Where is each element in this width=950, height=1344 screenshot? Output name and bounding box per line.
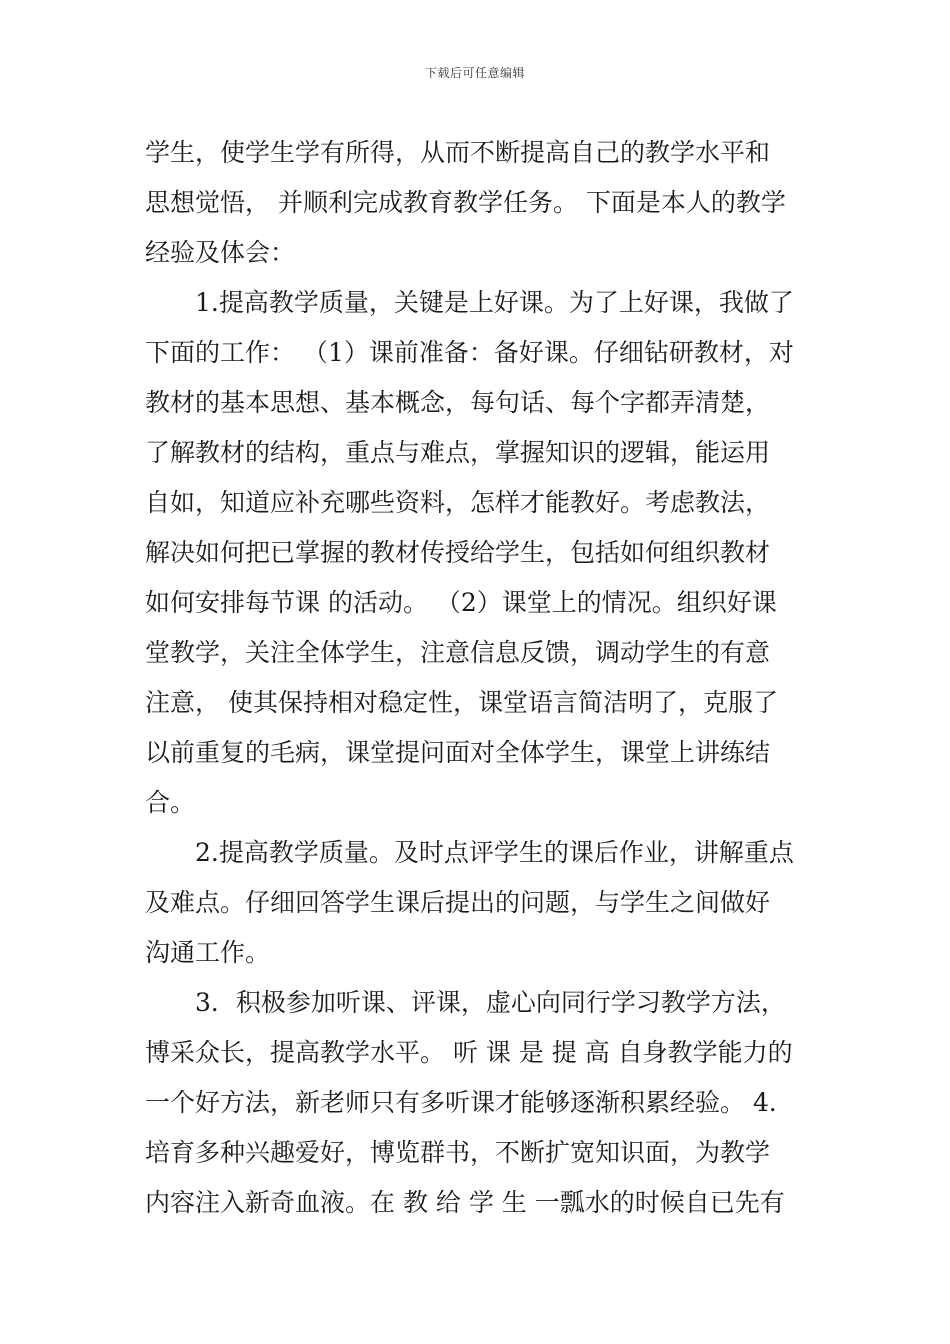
- text-line: 注意， 使其保持相对稳定性，课堂语言简洁明了，克服了: [145, 688, 778, 717]
- text-line: 内容注入新奇血液。在 教 给 学 生 一瓢水的时候自已先有: [145, 1188, 785, 1217]
- text-line: 堂教学，关注全体学生，注意信息反馈，调动学生的有意: [145, 638, 771, 667]
- text-line: 了解教材的结构，重点与难点，掌握知识的逻辑，能运用: [145, 438, 771, 467]
- text-line: 沟通工作。: [145, 938, 271, 967]
- text-line: 博采众长，提高教学水平。 听 课 是 提 高 自身教学能力的: [145, 1038, 793, 1067]
- text-line: 2.提高教学质量。及时点评学生的课后作业，讲解重点: [195, 838, 794, 867]
- text-line: 培育多种兴趣爱好，博览群书，不断扩宽知识面，为教学: [145, 1138, 771, 1167]
- text-line: 解决如何把已掌握的教材传授给学生，包括如何组织教材: [145, 538, 771, 567]
- text-line: 思想觉悟， 并顺利完成教育教学任务。 下面是本人的教学: [145, 188, 786, 217]
- text-line: 及难点。仔细回答学生课后提出的问题，与学生之间做好: [145, 888, 771, 917]
- text-line: 学生，使学生学有所得，从而不断提高自己的教学水平和: [145, 138, 771, 167]
- text-line: 经验及体会：: [145, 238, 296, 267]
- text-line: 合。: [145, 788, 196, 817]
- text-line: 教材的基本思想、基本概念，每句话、每个字都弄清楚，: [145, 388, 771, 417]
- document-body: [145, 128, 807, 1228]
- text-line: 3．积极参加听课、评课，虚心向同行学习教学方法，: [195, 988, 786, 1017]
- page-header: 下载后可任意编辑: [424, 66, 525, 80]
- text-line: 一个好方法，新老师只有多听课才能够逐渐积累经验。 4．: [145, 1088, 794, 1117]
- text-line: 如何安排每节课 的活动。 （2）课堂上的情况。组织好课: [145, 588, 777, 617]
- text-line: 自如，知道应补充哪些资料，怎样才能教好。考虑教法，: [145, 488, 771, 517]
- text-line: 以前重复的毛病，课堂提问面对全体学生，课堂上讲练结: [145, 738, 771, 767]
- text-line: 1.提高教学质量，关键是上好课。为了上好课，我做了: [195, 288, 794, 317]
- text-line: 下面的工作： （1）课前准备：备好课。仔细钻研教材，对: [145, 338, 794, 367]
